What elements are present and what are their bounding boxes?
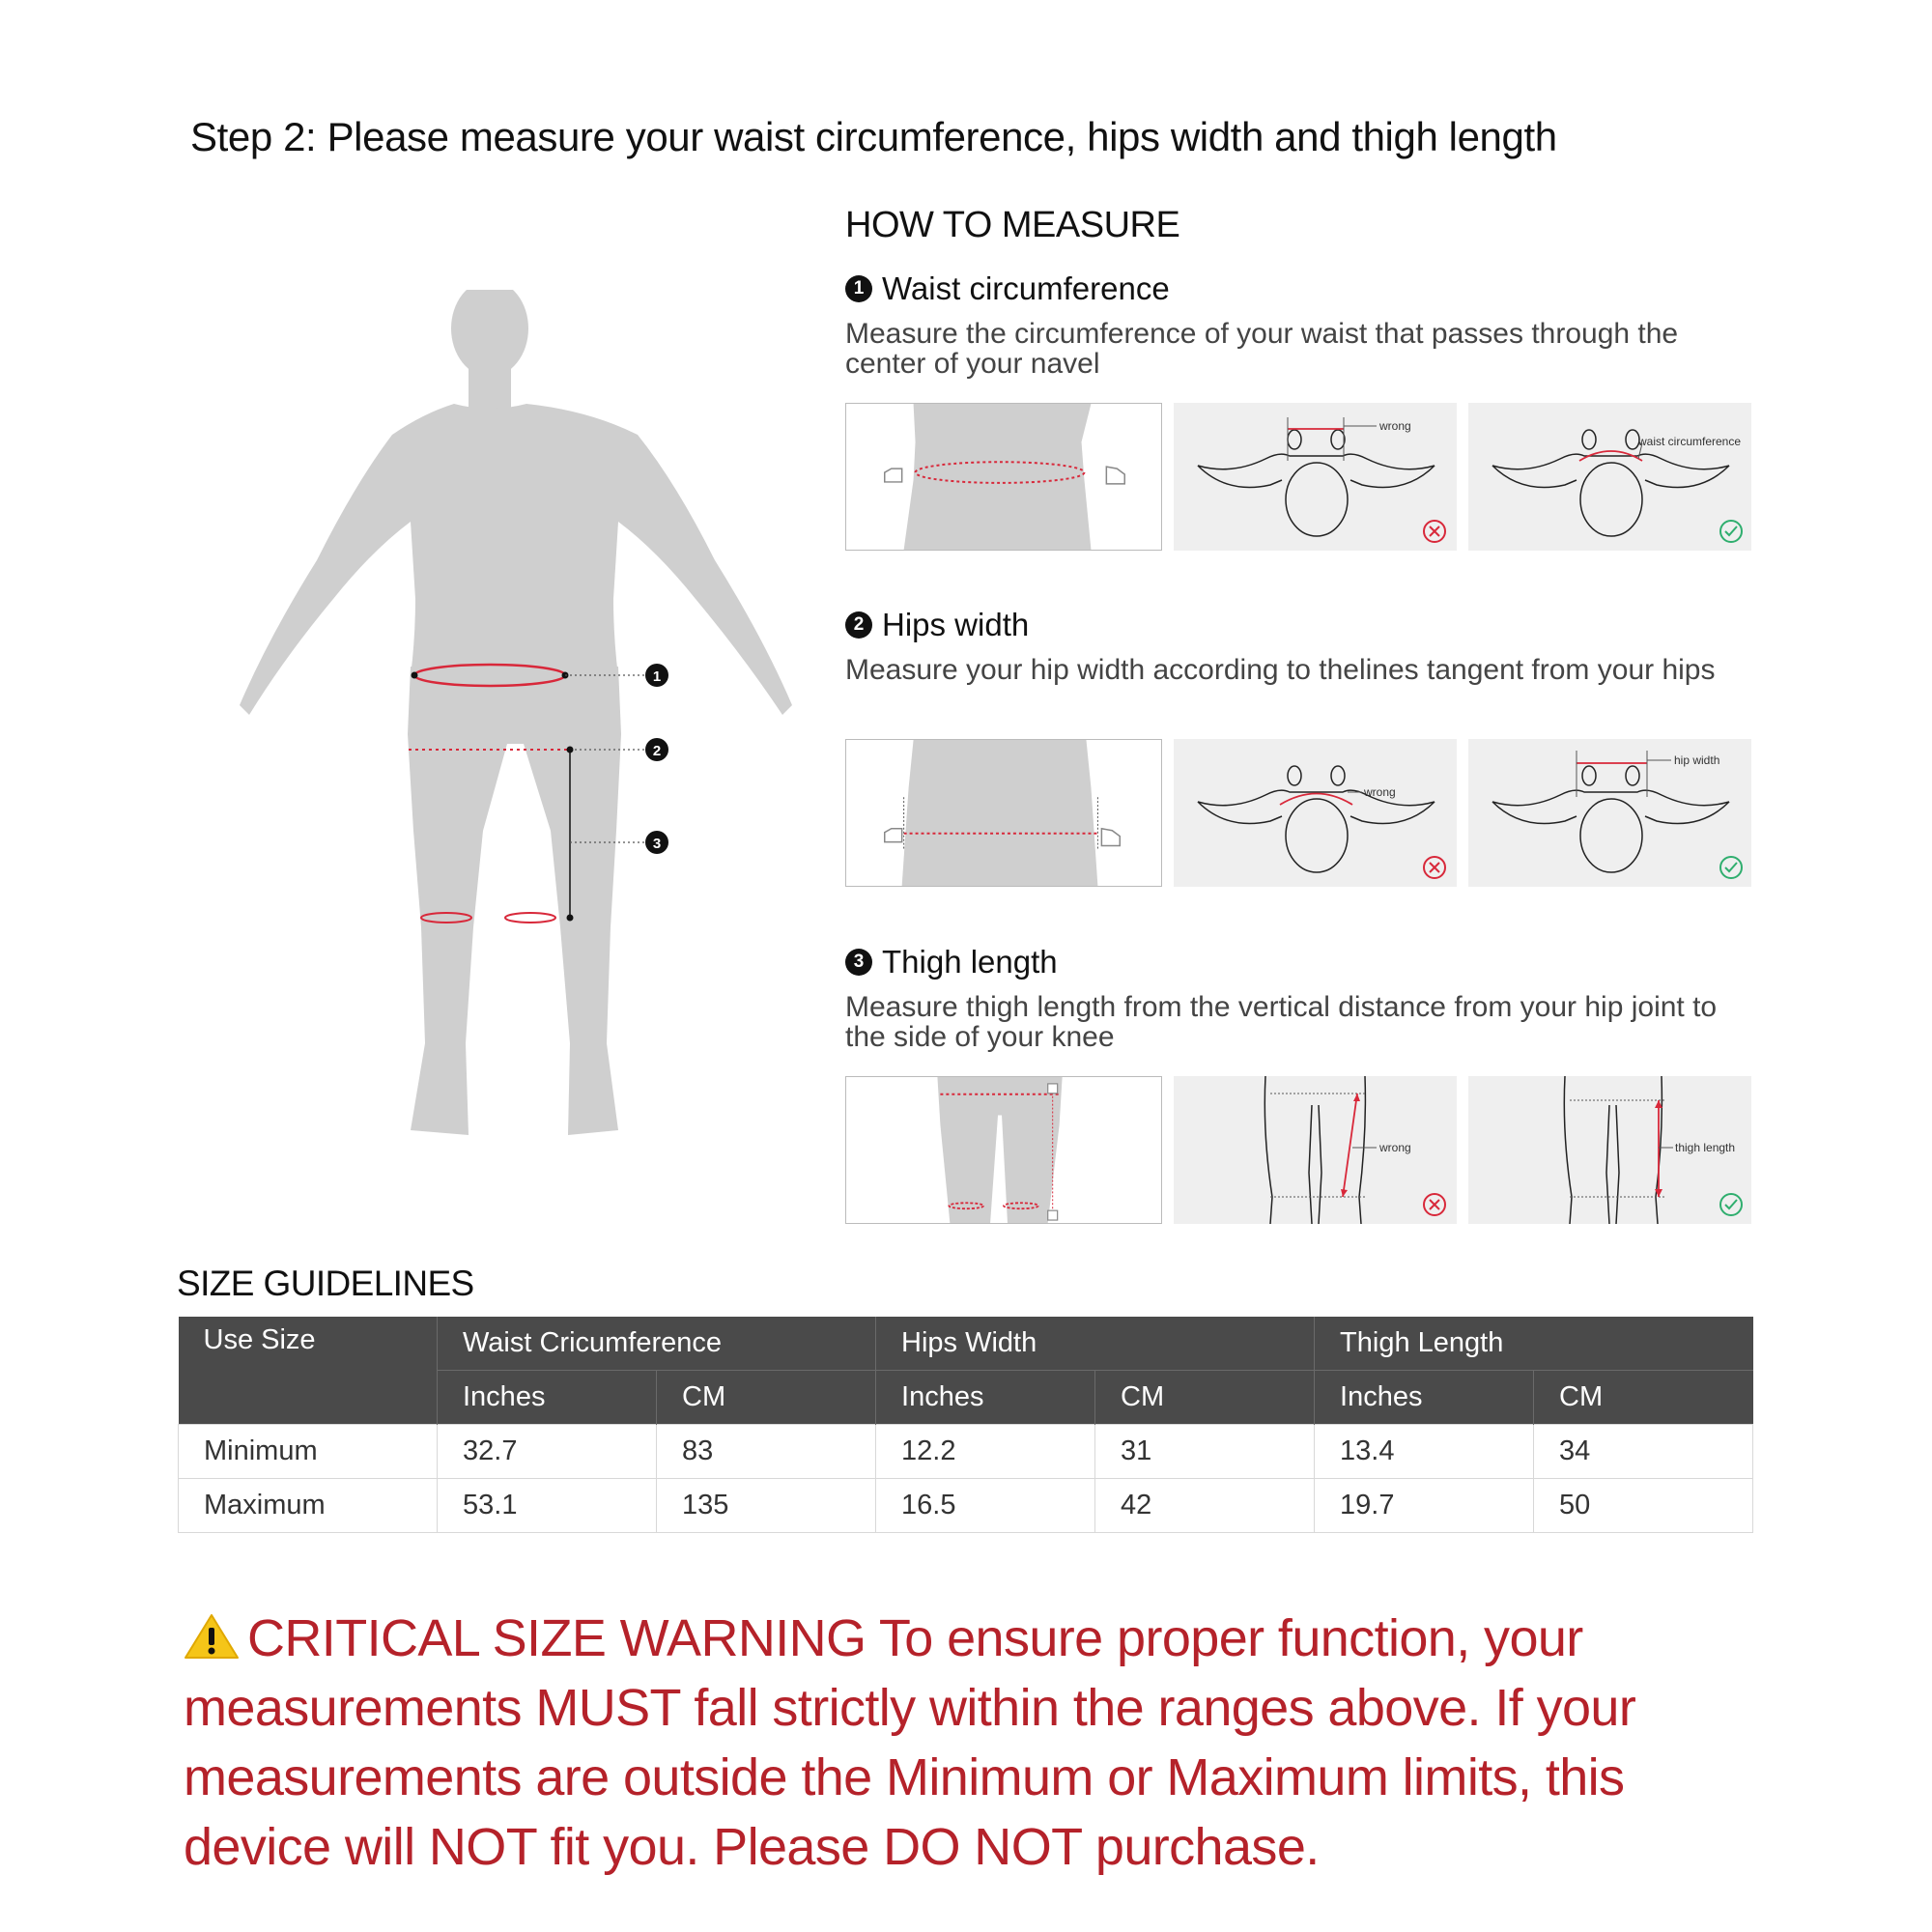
header-thigh: Thigh Length: [1315, 1317, 1753, 1371]
hips-wrong-panel: [1174, 739, 1457, 887]
how-to-measure-title: HOW TO MEASURE: [845, 205, 1180, 245]
waist-correct-panel: [1468, 403, 1751, 551]
size-guidelines-title: SIZE GUIDELINES: [177, 1264, 474, 1303]
table-cell: 13.4: [1315, 1425, 1534, 1479]
header-hips: Hips Width: [876, 1317, 1315, 1371]
figure-marker-2: [645, 738, 668, 761]
figure-marker-1: [645, 664, 668, 687]
wrong-label: wrong: [1379, 1141, 1411, 1154]
correct-label: hip width: [1674, 753, 1720, 767]
table-cell: 16.5: [876, 1479, 1095, 1533]
section-number-badge: 2: [845, 611, 872, 639]
thigh-photo-panel: [845, 1076, 1162, 1224]
row-label: Minimum: [179, 1425, 438, 1479]
table-cell: 135: [657, 1479, 876, 1533]
section-1-heading: [845, 270, 1170, 307]
thigh-wrong-panel: [1174, 1076, 1457, 1224]
table-cell: 83: [657, 1425, 876, 1479]
thigh-correct-panel: [1468, 1076, 1751, 1224]
svg-text:2: 2: [652, 743, 662, 759]
header-unit: CM: [1095, 1371, 1315, 1425]
table-row: [179, 1479, 1753, 1533]
header-unit: Inches: [1315, 1371, 1534, 1425]
header-unit: CM: [657, 1371, 876, 1425]
waist-wrong-panel: [1174, 403, 1457, 551]
row-label: Maximum: [179, 1479, 438, 1533]
section-3-heading: [845, 944, 1058, 980]
header-unit: CM: [1534, 1371, 1753, 1425]
table-cell: 31: [1095, 1425, 1315, 1479]
correct-mark-icon: [1720, 857, 1742, 878]
hips-photo-panel: [845, 739, 1162, 887]
svg-text:3: 3: [652, 836, 662, 852]
wrong-label: wrong: [1379, 419, 1411, 433]
waist-photo-panel: [845, 403, 1162, 551]
warning-icon: [184, 1607, 240, 1654]
step-title: Step 2: Please measure your waist circumference, hips width and thigh length: [190, 114, 1557, 159]
wrong-label: wrong: [1364, 785, 1396, 799]
correct-mark-icon: [1720, 1194, 1742, 1215]
table-cell: 19.7: [1315, 1479, 1534, 1533]
table-cell: 32.7: [438, 1425, 657, 1479]
section-1-description: Measure the circumference of your waist that passes through the center of your navel: [845, 318, 1679, 380]
svg-text:1: 1: [652, 668, 662, 685]
section-title: Waist circumference: [882, 270, 1170, 306]
correct-label: thigh length: [1675, 1141, 1736, 1154]
figure-marker-3: [645, 831, 668, 854]
table-row: [179, 1425, 1753, 1479]
correct-label: waist circumference: [1638, 435, 1742, 448]
size-warning: [184, 1604, 1768, 1882]
table-cell: 50: [1534, 1479, 1753, 1533]
header-waist: Waist Cricumference: [438, 1317, 876, 1371]
table-cell: 53.1: [438, 1479, 657, 1533]
table-cell: 34: [1534, 1425, 1753, 1479]
body-figure: [174, 290, 802, 1159]
header-unit: Inches: [876, 1371, 1095, 1425]
section-title: Thigh length: [882, 944, 1058, 980]
section-number-badge: 3: [845, 949, 872, 976]
section-number-badge: 1: [845, 275, 872, 302]
section-2-description: Measure your hip width according to thelines tangent from your hips: [845, 654, 1716, 686]
header-unit: Inches: [438, 1371, 657, 1425]
header-use-size: Use Size: [179, 1317, 438, 1425]
warning-text: CRITICAL SIZE WARNING To ensure proper function, your measurements MUST fall strictly within the ranges above. If your measurements are outside the Minimum or Maximum limits, this device will NOT fit you. Please DO NOT purchase.: [184, 1609, 1636, 1876]
hips-correct-panel: [1468, 739, 1751, 887]
body-silhouette: [240, 290, 792, 1135]
table-cell: 12.2: [876, 1425, 1095, 1479]
table-cell: 42: [1095, 1479, 1315, 1533]
section-3-description: Measure thigh length from the vertical distance from your hip joint to the side of your knee: [845, 991, 1718, 1053]
correct-mark-icon: [1720, 521, 1742, 542]
section-2-heading: [845, 607, 1029, 643]
section-title: Hips width: [882, 607, 1030, 642]
size-guidelines-table: [178, 1317, 1753, 1533]
